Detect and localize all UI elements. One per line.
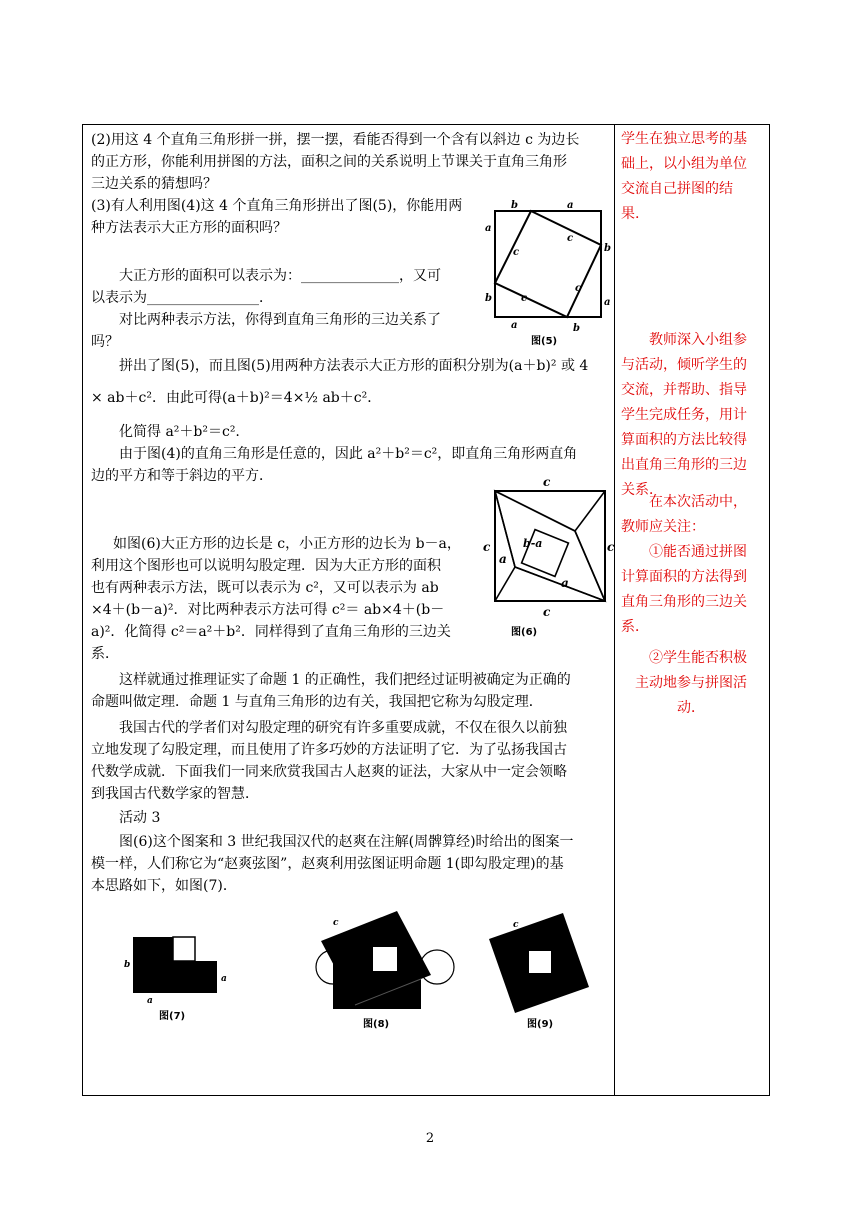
note2-line7: 关系． — [621, 482, 663, 498]
p4-line2: 吗？ — [91, 334, 119, 350]
note1-line2: 础上，以小组为单位 — [621, 156, 747, 172]
figure-5 — [483, 197, 613, 347]
fig6-label-c-bottom: c — [543, 605, 551, 619]
note2-line1: 教师深入小组参 — [649, 332, 747, 348]
figure-9 — [483, 903, 593, 1035]
note4-line3: 直角三角形的三边关 — [621, 594, 747, 610]
p2-line1: (3)有人利用图(4)这 4 个直角三角形拼出了图(5)，你能用两 — [91, 198, 463, 214]
note3-line1: 在本次活动中， — [649, 494, 747, 510]
p1-line3: 三边关系的猜想吗？ — [91, 176, 217, 192]
note5-line3: 动． — [677, 700, 705, 716]
p12-line1: 图(6)这个图案和 3 世纪我国汉代的赵爽在注解(周髀算经)时给出的图案一 — [119, 834, 574, 850]
p10-line3: 代数学成就．下面我们一同来欣赏我国古人赵爽的证法，大家从中一定会领略 — [91, 764, 567, 780]
p12-line3: 本思路如下，如图(7)． — [91, 878, 237, 894]
fig5-label-a-right: a — [604, 297, 611, 308]
p7-line2: 边的平方和等于斜边的平方． — [91, 468, 273, 484]
p5-line2: × ab＋c²．由此可得(a＋b)²＝4×½ ab＋c²． — [91, 390, 382, 406]
p7-line1: 由于图(4)的直角三角形是任意的，因此 a²＋b²＝c²，即直角三角形两直角 — [119, 446, 578, 462]
note4-line4: 系． — [621, 619, 649, 635]
p8-line6: 系． — [91, 646, 119, 662]
fig9-caption: 图(9) — [527, 1019, 554, 1030]
fig5-label-c2: c — [567, 233, 574, 244]
note5-line1: ②学生能否积极 — [649, 650, 747, 666]
fig5-label-b-right: b — [604, 243, 611, 254]
fig5-label-c1: c — [513, 247, 520, 258]
fig8-caption: 图(8) — [363, 1019, 390, 1030]
fig6-caption: 图(6) — [511, 627, 538, 638]
p2-line2: 种方法表示大正方形的面积吗？ — [91, 220, 287, 236]
p12-line2: 模一样，人们称它为“赵爽弦图”，赵爽利用弦图证明命题 1(即勾股定理)的基 — [91, 856, 564, 872]
fig5-caption: 图(5) — [531, 336, 558, 347]
p5-line1: 拼出了图(5)，而且图(5)用两种方法表示大正方形的面积分别为(a＋b)² 或 4 — [119, 358, 589, 374]
lesson-table — [82, 124, 770, 1096]
fig7-label-a-right: a — [221, 974, 227, 984]
p10-line1: 我国古代的学者们对勾股定理的研究有许多重要成就，不仅在很久以前独 — [119, 720, 567, 736]
fig6-label-a-bottom: a — [561, 576, 569, 590]
fig5-label-b-top: b — [511, 200, 518, 211]
note2-line2: 与活动，倾听学生的 — [621, 357, 747, 373]
fig6-label-a-left: a — [499, 552, 507, 566]
fig6-label-b-minus-a: b-a — [523, 537, 543, 550]
note4-line1: ①能否通过拼图 — [649, 544, 747, 560]
side-notes-column — [615, 125, 769, 1095]
fig7-label-a-bottom: a — [147, 996, 153, 1006]
main-column — [83, 125, 614, 1095]
p8-line2: 利用这个图形也可以说明勾股定理．因为大正方形的面积 — [91, 558, 441, 574]
note2-line5: 算面积的方法比较得 — [621, 432, 747, 448]
fig8-label-c: c — [333, 918, 339, 928]
fig6-label-c-left: c — [483, 540, 491, 554]
p9-line1: 这样就通过推理证实了命题 1 的正确性，我们把经过证明被确定为正确的 — [119, 672, 571, 688]
p8-line1: 如图(6)大正方形的边长是 c，小正方形的边长为 b－a， — [113, 536, 461, 552]
fig7-label-b: b — [124, 960, 131, 970]
p9-line2: 命题叫做定理．命题 1 与直角三角形的边有关，我国把它称为勾股定理． — [91, 694, 543, 710]
fig6-label-c-top: c — [543, 475, 551, 489]
p10-line2: 立地发现了勾股定理，而且使用了许多巧妙的方法证明了它．为了弘扬我国古 — [91, 742, 567, 758]
p8-line5: a)²．化简得 c²＝a²＋b²．同样得到了直角三角形的三边关 — [91, 624, 451, 640]
page-number: 2 — [425, 1131, 435, 1146]
fig5-label-b-left: b — [485, 293, 492, 304]
figure-6 — [483, 475, 613, 640]
p1-line1: (2)用这 4 个直角三角形拼一拼，摆一摆，看能否得到一个含有以斜边 c 为边长 — [91, 132, 580, 148]
p11: 活动 3 — [119, 810, 161, 826]
note2-line6: 出直角三角形的三边 — [621, 457, 747, 473]
note4-line2: 计算面积的方法得到 — [621, 569, 747, 585]
fig5-label-a-top: a — [567, 200, 574, 211]
p1-line2: 的正方形，你能利用拼图的方法，面积之间的关系说明上节课关于直角三角形 — [91, 154, 567, 170]
p3-line2: 以表示为________________． — [91, 290, 273, 306]
p8-line4: ×4＋(b－a)²．对比两种表示方法可得 c²＝ ab×4＋(b－ — [91, 602, 445, 618]
fig5-label-c3: c — [575, 283, 582, 294]
note2-line4: 学生完成任务，用计 — [621, 407, 747, 423]
figure-7 — [123, 933, 233, 1023]
p6: 化简得 a²＋b²＝c². — [119, 424, 240, 440]
p10-line4: 到我国古代数学家的智慧． — [91, 786, 259, 802]
fig6-label-c-right: c — [607, 540, 615, 554]
fig5-label-c4: c — [521, 293, 528, 304]
fig5-label-a-left: a — [485, 223, 492, 234]
note1-line1: 学生在独立思考的基 — [621, 131, 747, 147]
note1-line3: 交流自己拼图的结 — [621, 181, 733, 197]
note2-line3: 交流，并帮助、指导 — [621, 382, 747, 398]
p8-line3: 也有两种表示方法，既可以表示为 c²，又可以表示为 ab — [91, 580, 439, 596]
fig5-label-b-bottom: b — [573, 323, 580, 334]
fig7-caption: 图(7) — [159, 1011, 186, 1022]
figure-8 — [315, 901, 455, 1033]
fig9-label-c: c — [513, 920, 519, 930]
fig5-label-a-bottom: a — [511, 320, 518, 331]
note5-line2: 主动地参与拼图活 — [635, 675, 747, 691]
note1-line4: 果. — [621, 206, 640, 222]
note3-line2: 教师应关注： — [621, 519, 705, 535]
p4-line1: 对比两种表示方法，你得到直角三角形的三边关系了 — [119, 312, 441, 328]
p3-line1: 大正方形的面积可以表示为：______________，又可 — [119, 268, 441, 284]
